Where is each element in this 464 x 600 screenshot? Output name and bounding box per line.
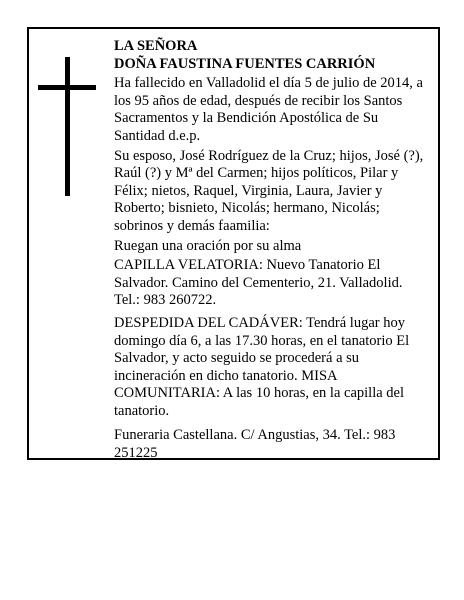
death-announcement: Ha fallecido en Valladolid el día 5 de julio de 2014, a los 95 años de edad, después de recibir los Santos Sacramentos y la Bendición Apostólica de Su Santidad d.e.p. xyxy=(114,75,423,144)
family-list: Su esposo, José Rodríguez de la Cruz; hijos, José (?), Raúl (?) y Mª del Carmen; hijos políticos, Pilar y Félix; nietos, Raquel, Virginia, Laura, Javier y Roberto; bisnieto, Nicolás; hermano, Nicolás; sobrinos y demás faamilia: xyxy=(114,147,424,234)
deceased-name: DOÑA FAUSTINA FUENTES CARRIÓN xyxy=(114,55,376,72)
heading-title: LA SEÑORA xyxy=(114,38,198,54)
farewell-info: DESPEDIDA DEL CADÁVER: Tendrá lugar hoy domingo día 6, a las 17.30 horas, en el tanatorio El Salvador, y acto seguido se procederá a su incineración en dicho tanatorio. MISA COMUNITARIA: A las 10 horas, en la capilla del tanatorio. xyxy=(114,314,410,419)
cross-vertical-bar xyxy=(65,57,70,196)
prayer-request: Ruegan una oración por su alma xyxy=(114,237,302,254)
funeral-home-info: Funeraria Castellana. C/ Angustias, 34. Tel.: 983 251225 xyxy=(114,427,396,462)
chapel-info: CAPILLA VELATORIA: Nuevo Tanatorio El Salvador. Camino del Cementerio, 21. Valladolid. Tel.: 983 260722. xyxy=(114,257,403,309)
notice-body xyxy=(114,38,426,463)
cross-horizontal-bar xyxy=(38,85,96,90)
